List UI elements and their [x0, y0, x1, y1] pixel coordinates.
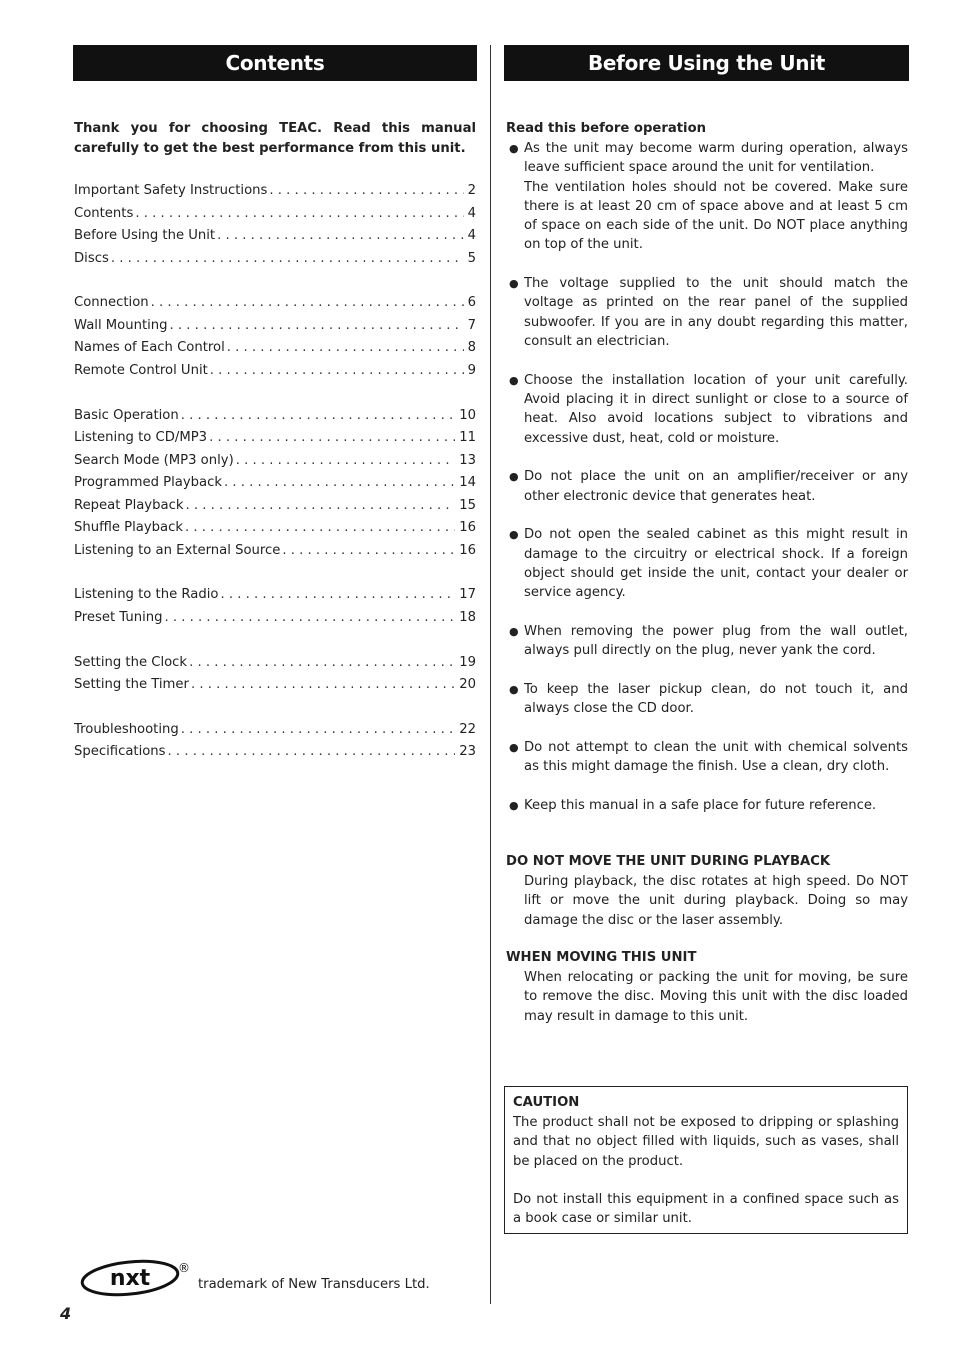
toc-title: Basic Operation	[74, 407, 179, 423]
toc-title: Setting the Clock	[74, 654, 188, 670]
toc-entry	[74, 517, 476, 540]
bullet-icon: ●	[509, 740, 519, 754]
toc-page-number: 18	[459, 609, 476, 625]
toc-entry	[74, 225, 476, 248]
toc-entry	[74, 360, 476, 383]
contents-column	[74, 119, 476, 786]
precaution-text: Do not attempt to clean the unit with chemical solvents as this might damage the finish. Use a clean, dry cloth.	[524, 739, 908, 775]
toc-entry	[74, 203, 476, 226]
precaution-item	[506, 139, 908, 255]
bullet-icon: ●	[509, 624, 519, 638]
toc-entry	[74, 674, 476, 697]
bullet-icon: ●	[509, 798, 519, 812]
toc-leader-dots	[222, 472, 455, 495]
toc-page-number: 19	[459, 654, 476, 670]
toc-leader-dots	[183, 495, 455, 518]
toc-entry	[74, 472, 476, 495]
precaution-text: Do not open the sealed cabinet as this might result in damage to the circuitry or electrical shock. If a foreign object should get inside the unit, contact your dealer or service agency.	[524, 527, 908, 601]
bullet-icon: ●	[509, 373, 519, 387]
precaution-text: As the unit may become warm during operation, always leave sufficient space around the unit for ventilation.	[524, 141, 908, 176]
toc-title: Repeat Playback	[74, 497, 184, 513]
precaution-text: Do not place the unit on an amplifier/receiver or any other electronic device that generates heat.	[524, 469, 908, 504]
toc-entry	[74, 719, 476, 742]
before-using-column	[506, 119, 908, 1044]
toc-page-number: 20	[459, 677, 476, 693]
toc-entry	[74, 741, 476, 764]
toc-page-number: 23	[459, 744, 476, 760]
intro-text: Thank you for choosing TEAC. Read this manual carefully to get the best performance from this unit.	[74, 121, 476, 156]
toc-page-number: 17	[459, 587, 476, 603]
precaution-item	[506, 371, 908, 448]
toc-leader-dots	[280, 540, 455, 563]
table-of-contents	[74, 180, 476, 764]
read-before-heading: Read this before operation	[506, 121, 707, 136]
precaution-text: Choose the installation location of your unit carefully. Avoid placing it in direct sunlight or close to a source of heat. Also avoid locations subject to vibrations and excessive dust, heat, cold or moisture.	[524, 372, 908, 446]
toc-entry	[74, 607, 476, 630]
caution-text-2: Do not install this equipment in a confined space such as a book case or similar unit.	[513, 1191, 899, 1227]
toc-page-number: 16	[459, 520, 476, 536]
precaution-item	[506, 796, 908, 815]
toc-leader-dots	[218, 584, 455, 607]
toc-group	[74, 405, 476, 563]
toc-page-number: 7	[467, 317, 476, 333]
toc-title: Connection	[74, 295, 149, 311]
toc-leader-dots	[133, 203, 463, 226]
toc-leader-dots	[234, 450, 456, 473]
contents-header: Contents	[73, 45, 477, 81]
toc-entry	[74, 495, 476, 518]
toc-title: Listening to an External Source	[74, 542, 281, 558]
precaution-text: Keep this manual in a safe place for future reference.	[524, 797, 877, 813]
column-divider	[490, 45, 491, 1304]
toc-title: Remote Control Unit	[74, 362, 208, 378]
toc-title: Wall Mounting	[74, 317, 168, 333]
toc-title: Listening to the Radio	[74, 587, 219, 603]
toc-title: Names of Each Control	[74, 340, 225, 356]
toc-group	[74, 180, 476, 270]
toc-entry	[74, 540, 476, 563]
caution-heading: CAUTION	[513, 1095, 580, 1110]
toc-entry	[74, 584, 476, 607]
precaution-item	[506, 274, 908, 351]
caution-text-1: The product shall not be exposed to dripping or splashing and that no object filled with liquids, such as vases, shall be placed on the product.	[513, 1115, 899, 1169]
toc-leader-dots	[207, 427, 455, 450]
toc-entry	[74, 248, 476, 271]
when-moving-heading: WHEN MOVING THIS UNIT	[506, 950, 697, 966]
when-moving-text: When relocating or packing the unit for moving, be sure to remove the disc. Moving this unit with the disc loaded may result in damage to this unit.	[524, 970, 908, 1024]
precaution-text: To keep the laser pickup clean, do not touch it, and always close the CD door.	[524, 681, 908, 717]
precaution-item	[506, 680, 908, 719]
precaution-item	[506, 738, 908, 777]
precaution-item	[506, 622, 908, 661]
toc-entry	[74, 450, 476, 473]
toc-title: Search Mode (MP3 only)	[74, 452, 234, 468]
nxt-logo	[80, 1256, 192, 1298]
toc-leader-dots	[208, 360, 464, 383]
bullet-icon: ●	[509, 277, 519, 291]
toc-group	[74, 652, 476, 697]
precaution-text: When removing the power plug from the wall outlet, always pull directly on the plug, never yank the cord.	[524, 623, 908, 659]
toc-leader-dots	[215, 225, 464, 248]
toc-leader-dots	[187, 652, 455, 675]
toc-title: Troubleshooting	[74, 721, 179, 737]
toc-entry	[74, 337, 476, 360]
toc-title: Programmed Playback	[74, 475, 223, 491]
toc-page-number: 15	[459, 497, 476, 513]
toc-title: Preset Tuning	[74, 609, 163, 625]
toc-page-number: 4	[467, 205, 476, 221]
toc-leader-dots	[183, 517, 455, 540]
toc-page-number: 14	[459, 475, 476, 491]
toc-group	[74, 719, 476, 764]
registered-mark: ®	[178, 1261, 190, 1275]
toc-leader-dots	[162, 607, 455, 630]
when-moving-section	[506, 948, 908, 1026]
toc-title: Shuffle Playback	[74, 520, 183, 536]
bullet-icon: ●	[509, 142, 519, 155]
toc-entry	[74, 315, 476, 338]
toc-entry	[74, 652, 476, 675]
toc-leader-dots	[166, 741, 456, 764]
bullet-icon: ●	[509, 470, 519, 484]
toc-entry	[74, 292, 476, 315]
toc-title: Important Safety Instructions	[74, 183, 268, 198]
precaution-item	[506, 467, 908, 506]
toc-page-number: 16	[459, 542, 476, 558]
toc-page-number: 6	[467, 295, 476, 311]
toc-entry	[74, 180, 476, 203]
toc-page-number: 22	[459, 721, 476, 737]
trademark-text: trademark of New Transducers Ltd.	[198, 1277, 430, 1292]
toc-leader-dots	[179, 405, 455, 428]
toc-leader-dots	[168, 315, 464, 338]
toc-page-number: 2	[467, 183, 476, 198]
toc-leader-dots	[179, 719, 455, 742]
bullet-icon: ●	[509, 528, 519, 542]
toc-entry	[74, 405, 476, 428]
toc-leader-dots	[267, 180, 463, 203]
toc-page-number: 9	[467, 362, 476, 378]
toc-group	[74, 292, 476, 382]
page-number: 4	[60, 1304, 72, 1323]
nxt-logo-text: nxt	[109, 1266, 151, 1291]
toc-title: Setting the Timer	[74, 677, 189, 693]
do-not-move-section	[506, 852, 908, 930]
toc-title: Listening to CD/MP3	[74, 430, 208, 446]
toc-page-number: 4	[467, 228, 476, 243]
toc-entry	[74, 427, 476, 450]
toc-page-number: 11	[459, 430, 476, 446]
do-not-move-text: During playback, the disc rotates at high speed. Do NOT lift or move the unit during playback. Doing so may damage the disc or the laser assembly.	[524, 874, 908, 928]
do-not-move-heading: DO NOT MOVE THE UNIT DURING PLAYBACK	[506, 854, 831, 870]
toc-page-number: 10	[459, 407, 476, 423]
toc-leader-dots	[189, 674, 455, 697]
toc-leader-dots	[109, 248, 464, 271]
caution-box	[504, 1086, 908, 1234]
before-using-header: Before Using the Unit	[504, 45, 909, 81]
toc-leader-dots	[149, 292, 464, 315]
toc-leader-dots	[225, 337, 464, 360]
precaution-text: The voltage supplied to the unit should match the voltage as printed on the rear panel of the supplied subwoofer. If you are in any doubt regarding this matter, consult an electrician.	[524, 276, 908, 350]
precaution-item	[506, 525, 908, 602]
bullet-icon: ●	[509, 682, 519, 696]
toc-page-number: 8	[467, 340, 476, 356]
toc-title: Specifications	[74, 744, 166, 760]
toc-title: Before Using the Unit	[74, 228, 216, 243]
toc-title: Discs	[74, 250, 109, 266]
toc-title: Contents	[74, 205, 134, 221]
toc-page-number: 5	[467, 250, 476, 266]
precaution-list	[506, 139, 908, 815]
toc-group	[74, 584, 476, 629]
toc-page-number: 13	[459, 452, 476, 468]
precaution-text: The ventilation holes should not be covered. Make sure there is at least 20 cm of space above and at least 5 cm of space on each side of the unit. Do NOT place anything on top of the unit.	[524, 179, 908, 253]
